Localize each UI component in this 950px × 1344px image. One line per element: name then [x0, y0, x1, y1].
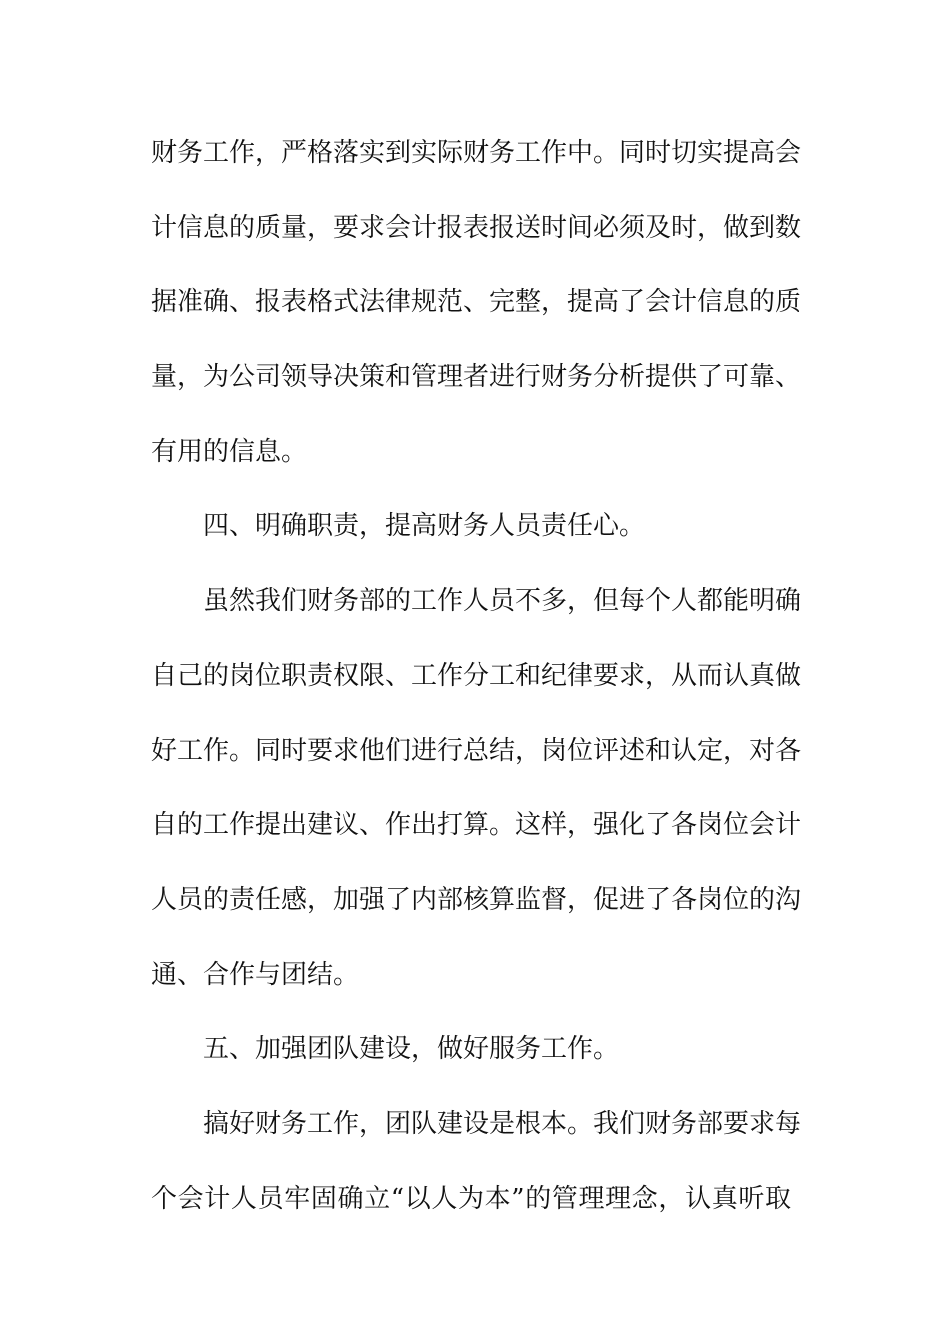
section-heading: 四、明确职责，提高财务人员责任心。: [203, 511, 646, 542]
paragraph-line: 自的工作提出建议、作出打算。这样，强化了各岗位会计: [151, 810, 802, 841]
paragraph-line: 量，为公司领导决策和管理者进行财务分析提供了可靠、: [151, 362, 802, 393]
document-body: [151, 127, 802, 1247]
paragraph-line: 计信息的质量，要求会计报表报送时间必须及时，做到数: [151, 212, 802, 243]
paragraph-line: 自己的岗位职责权限、工作分工和纪律要求，从而认真做: [151, 660, 802, 691]
paragraph-line: 好工作。同时要求他们进行总结，岗位评述和认定，对各: [151, 735, 802, 766]
paragraph-line: 通、合作与团结。: [151, 959, 360, 990]
paragraph-line: 据准确、报表格式法律规范、完整，提高了会计信息的质: [151, 287, 802, 318]
paragraph-line: 人员的责任感，加强了内部核算监督，促进了各岗位的沟: [151, 884, 802, 915]
paragraph-line: 个会计人员牢固确立“以人为本”的管理理念，认真听取: [151, 1183, 791, 1214]
paragraph-line: 有用的信息。: [151, 436, 308, 467]
section-heading: 五、加强团队建设，做好服务工作。: [203, 1034, 620, 1065]
paragraph-line: 财务工作，严格落实到实际财务工作中。同时切实提高会: [151, 138, 802, 168]
paragraph-line: 搞好财务工作，团队建设是根本。我们财务部要求每: [203, 1108, 802, 1139]
paragraph-line: 虽然我们财务部的工作人员不多，但每个人都能明确: [203, 586, 802, 617]
